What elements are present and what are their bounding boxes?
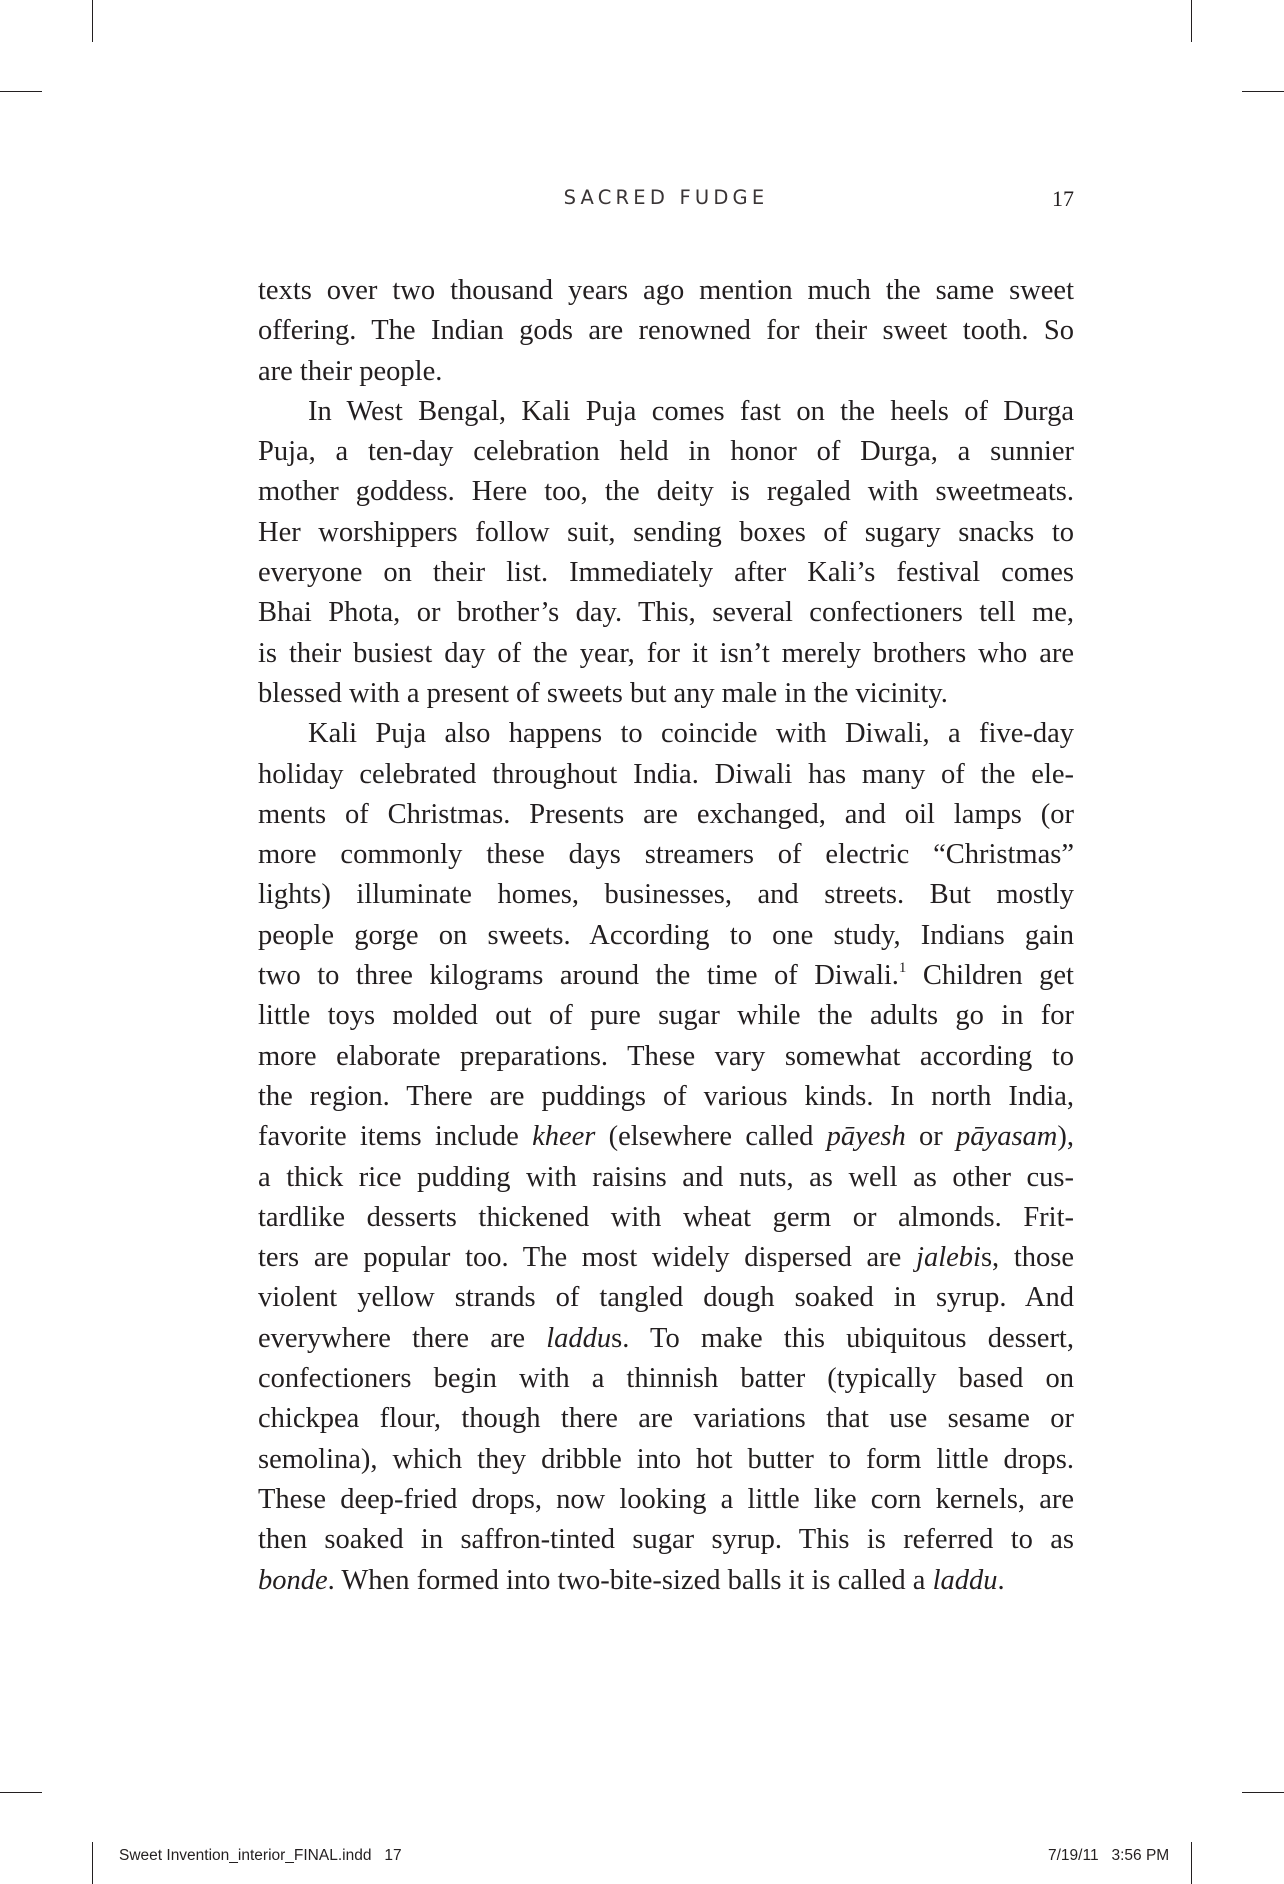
text-run: everywhere there are bbox=[258, 1322, 547, 1354]
crop-mark-right-top bbox=[1242, 91, 1284, 92]
text-run: blessed with a present of sweets but any male in the vicinity. bbox=[258, 677, 948, 709]
text-run: Her worshippers follow suit, sending boxes of sugary snacks to bbox=[258, 516, 1074, 548]
italic-term: kheer bbox=[532, 1121, 596, 1153]
text-run: holiday celebrated throughout India. Diwali has many of the ele- bbox=[258, 758, 1074, 790]
running-title: SACRED FUDGE bbox=[563, 186, 769, 209]
text-run: violent yellow strands of tangled dough soaked in syrup. And bbox=[258, 1282, 1074, 1314]
text-run: semolina), which they dribble into hot butter to form little drops. bbox=[258, 1443, 1074, 1475]
text-line bbox=[258, 674, 1074, 714]
text-run: more commonly these days streamers of electric “Christmas” bbox=[258, 839, 1074, 871]
text-run: little toys molded out of pure sugar while the adults go in for bbox=[258, 1000, 1074, 1032]
crop-mark-left-top bbox=[0, 91, 42, 92]
crop-mark-left-bottom bbox=[0, 1792, 42, 1793]
crop-mark-right-bottom bbox=[1242, 1792, 1284, 1793]
text-line bbox=[258, 513, 1074, 553]
text-line bbox=[258, 1319, 1074, 1359]
text-line bbox=[258, 634, 1074, 674]
text-run: In West Bengal, Kali Puja comes fast on the heels of Durga bbox=[308, 395, 1074, 427]
text-line bbox=[258, 1440, 1074, 1480]
text-line bbox=[258, 1198, 1074, 1238]
italic-term: pāyesh bbox=[826, 1121, 906, 1153]
text-line bbox=[258, 271, 1074, 311]
footnote-reference: 1 bbox=[898, 960, 907, 977]
text-run: the region. There are puddings of various kinds. In north India, bbox=[258, 1080, 1074, 1112]
text-line bbox=[258, 996, 1074, 1036]
crop-mark-bottom-right bbox=[1191, 1842, 1192, 1884]
paragraph bbox=[258, 271, 1074, 392]
text-run: . bbox=[997, 1564, 1005, 1596]
text-line bbox=[258, 714, 1074, 754]
text-run: ters are popular too. The most widely dispersed are bbox=[258, 1242, 917, 1274]
running-head bbox=[258, 186, 1074, 216]
text-line bbox=[258, 311, 1074, 351]
text-run: mother goddess. Here too, the deity is regaled with sweetmeats. bbox=[258, 476, 1074, 508]
text-run: ments of Christmas. Presents are exchanged, and oil lamps (or bbox=[258, 798, 1074, 830]
text-run: These deep-fried drops, now looking a little like corn kernels, are bbox=[258, 1483, 1074, 1515]
text-run: Bhai Phota, or brother’s day. This, several confectioners tell me, bbox=[258, 597, 1074, 629]
page-number: 17 bbox=[1052, 186, 1074, 211]
text-line bbox=[258, 1158, 1074, 1198]
text-line bbox=[258, 432, 1074, 472]
text-run: ), bbox=[1057, 1121, 1074, 1153]
text-line bbox=[258, 392, 1074, 432]
crop-mark-top-right bbox=[1191, 0, 1192, 42]
text-run: chickpea flour, though there are variations that use sesame or bbox=[258, 1403, 1074, 1435]
paragraph bbox=[258, 392, 1074, 714]
text-run: . When formed into two-bite-sized balls it is called a bbox=[327, 1564, 933, 1596]
slug-date-time: 7/19/11 3:56 PM bbox=[1048, 1847, 1170, 1864]
crop-mark-top-left bbox=[92, 0, 93, 42]
text-line bbox=[258, 1520, 1074, 1560]
text-run: (elsewhere called bbox=[595, 1121, 827, 1153]
text-run: confectioners begin with a thinnish batter (typically based on bbox=[258, 1363, 1074, 1395]
italic-term: jalebi bbox=[916, 1242, 981, 1274]
text-line bbox=[258, 875, 1074, 915]
text-line bbox=[258, 1278, 1074, 1318]
text-line bbox=[258, 1117, 1074, 1157]
body-text bbox=[258, 271, 1074, 1601]
text-run: texts over two thousand years ago mention much the same sweet bbox=[258, 275, 1074, 306]
text-run: s, those bbox=[980, 1242, 1075, 1274]
text-run: is their busiest day of the year, for it isn’t merely brothers who are bbox=[258, 637, 1074, 669]
text-line bbox=[258, 1359, 1074, 1399]
text-line bbox=[258, 916, 1074, 956]
italic-term: laddu bbox=[932, 1564, 998, 1596]
text-line bbox=[258, 1037, 1074, 1077]
text-line bbox=[258, 1077, 1074, 1117]
text-line bbox=[258, 1399, 1074, 1439]
text-run: Kali Puja also happens to coincide with Diwali, a five-day bbox=[308, 718, 1074, 750]
text-line bbox=[258, 755, 1074, 795]
text-run: a thick rice pudding with raisins and nuts, as well as other cus- bbox=[258, 1161, 1074, 1193]
text-run: s. To make this ubiquitous dessert, bbox=[611, 1322, 1074, 1354]
text-line bbox=[258, 1561, 1074, 1601]
text-run: offering. The Indian gods are renowned for their sweet tooth. So bbox=[258, 315, 1074, 347]
text-run: are their people. bbox=[258, 355, 443, 387]
italic-term: laddu bbox=[546, 1322, 612, 1354]
text-run: or bbox=[905, 1121, 957, 1153]
text-run: lights) illuminate homes, businesses, and streets. But mostly bbox=[258, 879, 1074, 911]
text-run: favorite items include bbox=[258, 1121, 533, 1153]
crop-mark-bottom-left bbox=[92, 1842, 93, 1884]
text-line bbox=[258, 956, 1074, 996]
text-run: everyone on their list. Immediately after Kali’s festival comes bbox=[258, 557, 1074, 589]
text-line bbox=[258, 795, 1074, 835]
text-run: people gorge on sweets. According to one study, Indians gain bbox=[258, 919, 1074, 951]
text-run: then soaked in saffron-tinted sugar syrup. This is referred to as bbox=[258, 1524, 1074, 1556]
text-run: Children get bbox=[906, 960, 1074, 992]
text-line bbox=[258, 835, 1074, 875]
text-line bbox=[258, 1238, 1074, 1278]
text-line bbox=[258, 553, 1074, 593]
text-line bbox=[258, 472, 1074, 512]
italic-term: pāyasam bbox=[956, 1121, 1058, 1153]
text-run: Puja, a ten-day celebration held in honor of Durga, a sunnier bbox=[258, 436, 1074, 468]
italic-term: bonde bbox=[258, 1564, 328, 1596]
text-line bbox=[258, 352, 1074, 392]
text-line bbox=[258, 1480, 1074, 1520]
text-run: more elaborate preparations. These vary somewhat according to bbox=[258, 1040, 1074, 1072]
slug-file-name: Sweet Invention_interior_FINAL.indd 17 bbox=[119, 1847, 402, 1864]
text-run: tardlike desserts thickened with wheat germ or almonds. Frit- bbox=[258, 1201, 1074, 1233]
text-run: two to three kilograms around the time of Diwali. bbox=[258, 960, 899, 992]
paragraph bbox=[258, 714, 1074, 1601]
text-line bbox=[258, 593, 1074, 633]
